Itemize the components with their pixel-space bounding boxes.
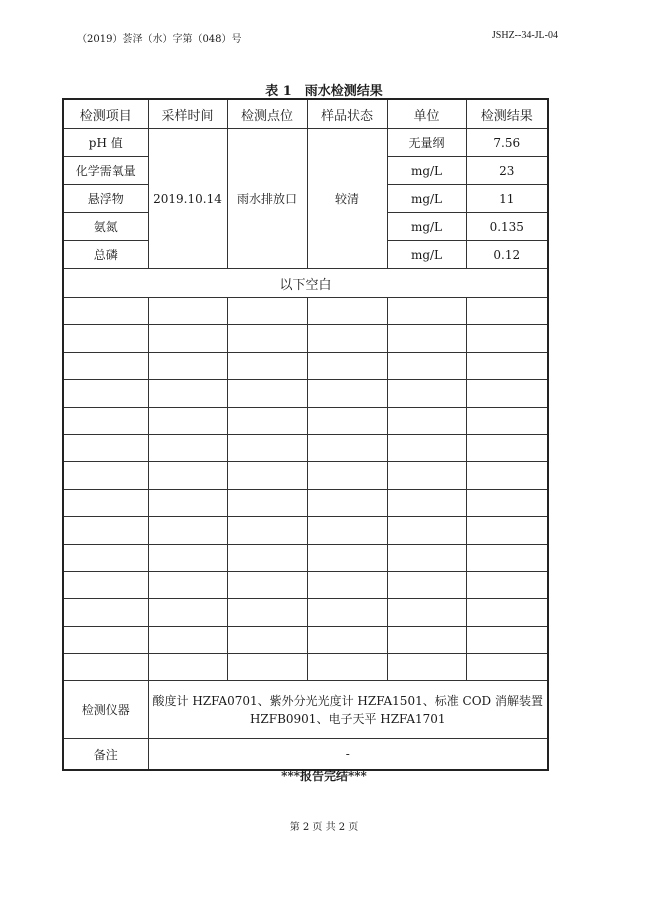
instruments-value <box>148 681 548 739</box>
instruments-line-1: 酸度计 HZFA0701、紫外分光光度计 HZFA1501、标准 COD 消解装置 <box>152 693 543 708</box>
empty-cell <box>387 325 466 352</box>
unit-cell: mg/L <box>387 241 466 269</box>
empty-cell <box>466 517 548 544</box>
empty-cell <box>307 571 387 598</box>
table-header-row <box>63 99 548 129</box>
empty-cell <box>227 599 307 626</box>
empty-cell <box>227 517 307 544</box>
empty-row <box>63 654 548 681</box>
empty-cell <box>148 462 227 489</box>
empty-cell <box>466 352 548 379</box>
empty-cell <box>227 325 307 352</box>
col-header-result: 检测结果 <box>466 99 548 129</box>
page-number: 第 2 页 共 2 页 <box>289 822 359 833</box>
report-number: （2019）荟泽（水）字第（048）号 <box>77 34 242 45</box>
empty-cell <box>466 325 548 352</box>
remarks-value: - <box>148 739 548 771</box>
empty-cell <box>148 571 227 598</box>
empty-row <box>63 352 548 379</box>
empty-cell <box>227 626 307 653</box>
sample-state-cell: 较清 <box>307 129 387 269</box>
remarks-row <box>63 739 548 771</box>
col-header-point: 检测点位 <box>227 99 307 129</box>
report-end-marker: ***报告完结*** <box>281 769 367 783</box>
empty-cell <box>466 462 548 489</box>
empty-cell <box>148 489 227 516</box>
instruments-row <box>63 681 548 739</box>
empty-cell <box>307 599 387 626</box>
empty-row <box>63 380 548 407</box>
empty-cell <box>307 352 387 379</box>
empty-cell <box>63 298 148 325</box>
empty-cell <box>307 654 387 681</box>
empty-cell <box>63 517 148 544</box>
remarks-label: 备注 <box>63 739 148 771</box>
empty-cell <box>63 462 148 489</box>
sampling-point-cell: 雨水排放口 <box>227 129 307 269</box>
empty-cell <box>307 544 387 571</box>
empty-cell <box>227 544 307 571</box>
empty-cell <box>148 654 227 681</box>
unit-cell: mg/L <box>387 213 466 241</box>
empty-cell <box>148 626 227 653</box>
unit-cell: 无量纲 <box>387 129 466 157</box>
empty-cell <box>63 325 148 352</box>
result-cell: 0.12 <box>466 241 548 269</box>
empty-cell <box>307 298 387 325</box>
empty-cell <box>387 571 466 598</box>
empty-cell <box>387 380 466 407</box>
instruments-label: 检测仪器 <box>63 681 148 739</box>
instruments-line-2: HZFB0901、电子天平 HZFA1701 <box>249 711 446 726</box>
col-header-state: 样品状态 <box>307 99 387 129</box>
empty-row <box>63 626 548 653</box>
result-cell: 0.135 <box>466 213 548 241</box>
empty-cell <box>387 434 466 461</box>
item-cell: 悬浮物 <box>63 185 148 213</box>
empty-cell <box>148 352 227 379</box>
empty-row <box>63 434 548 461</box>
col-header-unit: 单位 <box>387 99 466 129</box>
item-cell: 总磷 <box>63 241 148 269</box>
empty-cell <box>466 626 548 653</box>
empty-cell <box>63 571 148 598</box>
table-row <box>63 129 548 157</box>
empty-cell <box>307 462 387 489</box>
empty-cell <box>307 434 387 461</box>
empty-cell <box>387 599 466 626</box>
empty-cell <box>466 434 548 461</box>
empty-row <box>63 298 548 325</box>
empty-cell <box>227 298 307 325</box>
item-cell: 化学需氧量 <box>63 157 148 185</box>
empty-cell <box>63 434 148 461</box>
empty-cell <box>307 626 387 653</box>
col-header-time: 采样时间 <box>148 99 227 129</box>
empty-cell <box>148 434 227 461</box>
empty-cell <box>387 654 466 681</box>
empty-cell <box>466 599 548 626</box>
empty-cell <box>227 489 307 516</box>
result-cell: 23 <box>466 157 548 185</box>
empty-cell <box>148 298 227 325</box>
empty-cell <box>227 462 307 489</box>
empty-row <box>63 599 548 626</box>
empty-cell <box>63 599 148 626</box>
empty-cell <box>63 626 148 653</box>
empty-cell <box>466 489 548 516</box>
empty-cell <box>227 571 307 598</box>
empty-row <box>63 489 548 516</box>
table-title: 表 1 雨水检测结果 <box>265 84 383 99</box>
empty-cell <box>387 517 466 544</box>
empty-cell <box>387 407 466 434</box>
empty-cell <box>307 380 387 407</box>
empty-cell <box>227 654 307 681</box>
empty-cell <box>387 462 466 489</box>
empty-cell <box>63 407 148 434</box>
empty-cell <box>307 325 387 352</box>
empty-row <box>63 462 548 489</box>
empty-row <box>63 325 548 352</box>
empty-cell <box>63 489 148 516</box>
empty-cell <box>148 599 227 626</box>
empty-cell <box>307 517 387 544</box>
empty-cell <box>307 407 387 434</box>
empty-row <box>63 517 548 544</box>
empty-cell <box>466 544 548 571</box>
empty-row <box>63 571 548 598</box>
empty-cell <box>227 380 307 407</box>
results-table <box>62 98 549 771</box>
empty-cell <box>466 571 548 598</box>
empty-cell <box>466 407 548 434</box>
empty-cell <box>387 352 466 379</box>
item-cell: pH 值 <box>63 129 148 157</box>
result-cell: 7.56 <box>466 129 548 157</box>
sampling-time-cell: 2019.10.14 <box>148 129 227 269</box>
empty-cell <box>227 407 307 434</box>
empty-cell <box>63 654 148 681</box>
empty-cell <box>227 352 307 379</box>
empty-cell <box>148 407 227 434</box>
empty-cell <box>466 380 548 407</box>
empty-cell <box>466 654 548 681</box>
col-header-item: 检测项目 <box>63 99 148 129</box>
result-cell: 11 <box>466 185 548 213</box>
empty-cell <box>307 489 387 516</box>
blank-note: 以下空白 <box>63 269 548 298</box>
unit-cell: mg/L <box>387 185 466 213</box>
empty-cell <box>148 517 227 544</box>
item-cell: 氨氮 <box>63 213 148 241</box>
empty-row <box>63 544 548 571</box>
empty-cell <box>466 298 548 325</box>
empty-cell <box>387 298 466 325</box>
empty-cell <box>148 380 227 407</box>
empty-cell <box>63 380 148 407</box>
empty-cell <box>387 544 466 571</box>
empty-cell <box>148 544 227 571</box>
unit-cell: mg/L <box>387 157 466 185</box>
empty-cell <box>227 434 307 461</box>
empty-cell <box>148 325 227 352</box>
empty-cell <box>63 352 148 379</box>
empty-row <box>63 407 548 434</box>
empty-cell <box>387 626 466 653</box>
empty-cell <box>63 544 148 571</box>
form-code: JSHZ--34-JL-04 <box>491 30 558 41</box>
blank-note-row <box>63 269 548 298</box>
empty-cell <box>387 489 466 516</box>
